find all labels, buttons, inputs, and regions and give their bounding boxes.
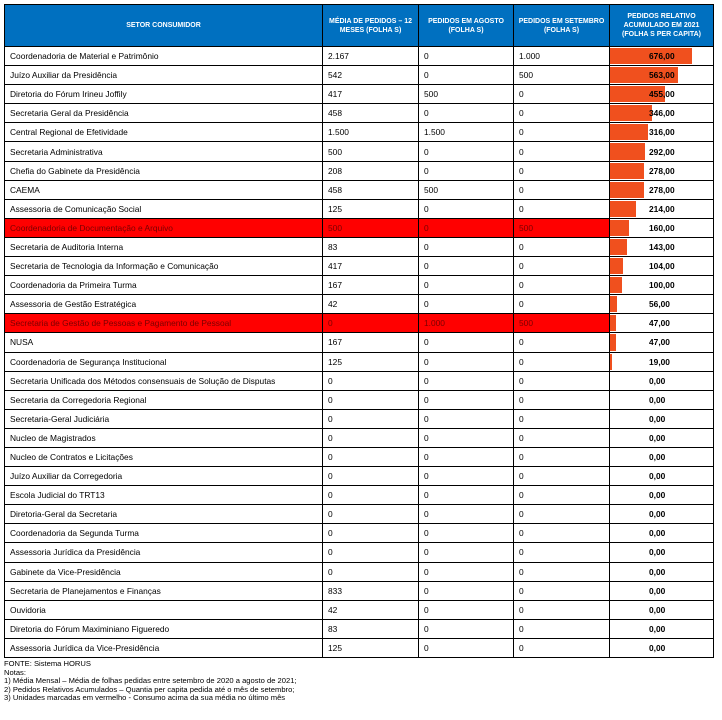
august-cell: 0 — [419, 104, 514, 123]
sector-cell: Nucleo de Magistrados — [5, 428, 323, 447]
table-row — [5, 352, 714, 371]
per-capita-value: 214,00 — [649, 203, 675, 214]
table-row — [5, 428, 714, 447]
august-cell: 500 — [419, 85, 514, 104]
note-item: 1) Média Mensal – Média de folhas pedidas entre setembro de 2020 a agosto de 2021; — [4, 676, 297, 686]
per-capita-cell — [610, 85, 714, 104]
august-cell: 0 — [419, 66, 514, 85]
per-capita-cell — [610, 505, 714, 524]
august-cell: 0 — [419, 333, 514, 352]
august-cell: 0 — [419, 619, 514, 638]
avg-cell: 167 — [323, 276, 419, 295]
table-row — [5, 314, 714, 333]
sector-cell: Assessoria de Comunicação Social — [5, 199, 323, 218]
per-capita-bar — [610, 334, 616, 350]
per-capita-value: 0,00 — [649, 623, 666, 634]
september-cell: 0 — [514, 390, 610, 409]
per-capita-bar — [610, 143, 645, 159]
sector-cell: Juízo Auxiliar da Presidência — [5, 66, 323, 85]
sector-cell: Secretaria de Gestão de Pessoas e Pagamento de Pessoal — [5, 314, 323, 333]
per-capita-cell — [610, 638, 714, 657]
sector-cell: Ouvidoria — [5, 600, 323, 619]
per-capita-value: 0,00 — [649, 394, 666, 405]
per-capita-cell — [610, 467, 714, 486]
table-row — [5, 66, 714, 85]
august-cell: 0 — [419, 600, 514, 619]
avg-cell: 500 — [323, 218, 419, 237]
avg-cell: 0 — [323, 562, 419, 581]
table-row — [5, 638, 714, 657]
avg-cell: 0 — [323, 314, 419, 333]
august-cell: 1.500 — [419, 123, 514, 142]
table-row — [5, 371, 714, 390]
sector-cell: Nucleo de Contratos e Licitações — [5, 447, 323, 466]
sector-cell: Coordenadoria de Segurança Institucional — [5, 352, 323, 371]
avg-cell: 417 — [323, 85, 419, 104]
per-capita-value: 0,00 — [649, 547, 666, 558]
consumption-table — [4, 4, 714, 658]
september-cell: 0 — [514, 543, 610, 562]
sector-cell: Coordenadoria de Material e Patrimônio — [5, 47, 323, 66]
per-capita-cell — [610, 218, 714, 237]
per-capita-cell — [610, 257, 714, 276]
table-row — [5, 390, 714, 409]
avg-cell: 833 — [323, 581, 419, 600]
table-row — [5, 581, 714, 600]
september-cell: 0 — [514, 180, 610, 199]
september-cell: 0 — [514, 237, 610, 256]
table-row — [5, 505, 714, 524]
per-capita-value: 0,00 — [649, 585, 666, 596]
avg-cell: 0 — [323, 467, 419, 486]
per-capita-value: 0,00 — [649, 432, 666, 443]
avg-cell: 1.500 — [323, 123, 419, 142]
table-body — [5, 47, 714, 658]
sector-cell: Juízo Auxiliar da Corregedoria — [5, 467, 323, 486]
table-row — [5, 237, 714, 256]
note-item: 2) Pedidos Relativos Acumulados – Quantia per capita pedida até o mês de setembro; — [4, 684, 295, 694]
table-row — [5, 276, 714, 295]
august-cell: 0 — [419, 218, 514, 237]
per-capita-cell — [610, 161, 714, 180]
sector-cell: Diretoria do Fórum Irineu Joffily — [5, 85, 323, 104]
avg-cell: 0 — [323, 524, 419, 543]
avg-cell: 458 — [323, 104, 419, 123]
avg-cell: 0 — [323, 505, 419, 524]
august-cell: 500 — [419, 180, 514, 199]
august-cell: 0 — [419, 486, 514, 505]
september-cell: 0 — [514, 333, 610, 352]
august-cell: 0 — [419, 562, 514, 581]
avg-cell: 208 — [323, 161, 419, 180]
per-capita-bar — [610, 182, 644, 198]
august-cell: 0 — [419, 237, 514, 256]
per-capita-value: 160,00 — [649, 222, 675, 233]
per-capita-cell — [610, 295, 714, 314]
september-cell: 0 — [514, 428, 610, 447]
september-cell: 500 — [514, 66, 610, 85]
september-cell: 0 — [514, 142, 610, 161]
september-cell: 0 — [514, 276, 610, 295]
table-row — [5, 409, 714, 428]
header-per-capita: PEDIDOS RELATIVO ACUMULADO EM 2021 (FOLHA S PER CAPITA) — [610, 5, 714, 47]
september-cell: 0 — [514, 352, 610, 371]
table-row — [5, 524, 714, 543]
sector-cell: Diretoria-Geral da Secretaria — [5, 505, 323, 524]
per-capita-cell — [610, 333, 714, 352]
august-cell: 0 — [419, 505, 514, 524]
table-header-row — [5, 5, 714, 47]
per-capita-value: 278,00 — [649, 184, 675, 195]
avg-cell: 125 — [323, 638, 419, 657]
table-row — [5, 161, 714, 180]
september-cell: 0 — [514, 104, 610, 123]
sector-cell: Secretaria Unificada dos Métodos consensuais de Solução de Disputas — [5, 371, 323, 390]
september-cell: 0 — [514, 257, 610, 276]
per-capita-bar — [610, 239, 627, 255]
sector-cell: Coordenadoria da Segunda Turma — [5, 524, 323, 543]
sector-cell: Secretaria Geral da Presidência — [5, 104, 323, 123]
per-capita-bar — [610, 201, 636, 217]
per-capita-value: 0,00 — [649, 471, 666, 482]
avg-cell: 417 — [323, 257, 419, 276]
per-capita-cell — [610, 390, 714, 409]
august-cell: 0 — [419, 467, 514, 486]
sector-cell: Secretaria Administrativa — [5, 142, 323, 161]
per-capita-cell — [610, 123, 714, 142]
avg-cell: 0 — [323, 409, 419, 428]
per-capita-value: 0,00 — [649, 642, 666, 653]
avg-cell: 0 — [323, 486, 419, 505]
september-cell: 0 — [514, 581, 610, 600]
september-cell: 0 — [514, 199, 610, 218]
august-cell: 0 — [419, 47, 514, 66]
header-avg: MÉDIA DE PEDIDOS – 12 MESES (FOLHA S) — [323, 5, 419, 47]
august-cell: 0 — [419, 409, 514, 428]
september-cell: 500 — [514, 314, 610, 333]
per-capita-bar — [610, 315, 616, 331]
sector-cell: Assessoria Jurídica da Presidência — [5, 543, 323, 562]
header-september: PEDIDOS EM SETEMBRO (FOLHA S) — [514, 5, 610, 47]
per-capita-cell — [610, 180, 714, 199]
per-capita-bar — [610, 296, 617, 312]
august-cell: 1.000 — [419, 314, 514, 333]
september-cell: 0 — [514, 85, 610, 104]
table-row — [5, 447, 714, 466]
sector-cell: Chefia do Gabinete da Presidência — [5, 161, 323, 180]
table-row — [5, 47, 714, 66]
per-capita-cell — [610, 276, 714, 295]
avg-cell: 83 — [323, 619, 419, 638]
per-capita-cell — [610, 314, 714, 333]
sector-cell: Central Regional de Efetividade — [5, 123, 323, 142]
sector-cell: Secretaria de Auditoria Interna — [5, 237, 323, 256]
per-capita-value: 0,00 — [649, 528, 666, 539]
september-cell: 0 — [514, 409, 610, 428]
avg-cell: 42 — [323, 295, 419, 314]
per-capita-value: 0,00 — [649, 509, 666, 520]
september-cell: 0 — [514, 619, 610, 638]
per-capita-cell — [610, 104, 714, 123]
avg-cell: 0 — [323, 543, 419, 562]
august-cell: 0 — [419, 543, 514, 562]
august-cell: 0 — [419, 257, 514, 276]
per-capita-value: 455,00 — [649, 89, 675, 100]
per-capita-bar — [610, 105, 652, 121]
september-cell: 0 — [514, 486, 610, 505]
august-cell: 0 — [419, 638, 514, 657]
avg-cell: 542 — [323, 66, 419, 85]
note-item: 3) Unidades marcadas em vermelho - Consumo acima da sua média no último mês — [4, 693, 286, 703]
avg-cell: 0 — [323, 390, 419, 409]
september-cell: 0 — [514, 638, 610, 657]
table-row — [5, 486, 714, 505]
september-cell: 1.000 — [514, 47, 610, 66]
per-capita-cell — [610, 199, 714, 218]
august-cell: 0 — [419, 581, 514, 600]
sector-cell: CAEMA — [5, 180, 323, 199]
per-capita-value: 19,00 — [649, 356, 670, 367]
table-row — [5, 180, 714, 199]
august-cell: 0 — [419, 199, 514, 218]
avg-cell: 83 — [323, 237, 419, 256]
avg-cell: 500 — [323, 142, 419, 161]
avg-cell: 0 — [323, 447, 419, 466]
august-cell: 0 — [419, 352, 514, 371]
table-row — [5, 619, 714, 638]
per-capita-value: 278,00 — [649, 165, 675, 176]
august-cell: 0 — [419, 161, 514, 180]
per-capita-bar — [610, 124, 648, 140]
table-row — [5, 257, 714, 276]
per-capita-cell — [610, 543, 714, 562]
per-capita-bar — [610, 163, 644, 179]
september-cell: 500 — [514, 218, 610, 237]
table-row — [5, 333, 714, 352]
sector-cell: NUSA — [5, 333, 323, 352]
august-cell: 0 — [419, 371, 514, 390]
notes-section — [4, 660, 713, 703]
august-cell: 0 — [419, 447, 514, 466]
per-capita-bar — [610, 354, 612, 370]
august-cell: 0 — [419, 524, 514, 543]
per-capita-value: 0,00 — [649, 413, 666, 424]
sector-cell: Secretaria da Corregedoria Regional — [5, 390, 323, 409]
table-row — [5, 543, 714, 562]
per-capita-value: 0,00 — [649, 490, 666, 501]
september-cell: 0 — [514, 295, 610, 314]
avg-cell: 2.167 — [323, 47, 419, 66]
september-cell: 0 — [514, 562, 610, 581]
header-sector: SETOR CONSUMIDOR — [5, 5, 323, 47]
table-row — [5, 199, 714, 218]
september-cell: 0 — [514, 467, 610, 486]
per-capita-value: 47,00 — [649, 318, 670, 329]
september-cell: 0 — [514, 123, 610, 142]
sector-cell: Gabinete da Vice-Presidência — [5, 562, 323, 581]
table-row — [5, 467, 714, 486]
source-note: FONTE: Sistema HORUS — [4, 659, 91, 668]
per-capita-value: 47,00 — [649, 337, 670, 348]
august-cell: 0 — [419, 390, 514, 409]
per-capita-value: 292,00 — [649, 146, 675, 157]
per-capita-value: 0,00 — [649, 375, 666, 386]
per-capita-value: 346,00 — [649, 108, 675, 119]
per-capita-cell — [610, 352, 714, 371]
table-row — [5, 104, 714, 123]
per-capita-cell — [610, 581, 714, 600]
per-capita-cell — [610, 524, 714, 543]
per-capita-cell — [610, 600, 714, 619]
september-cell: 0 — [514, 524, 610, 543]
august-cell: 0 — [419, 295, 514, 314]
table-row — [5, 218, 714, 237]
per-capita-cell — [610, 447, 714, 466]
header-august: PEDIDOS EM AGOSTO (FOLHA S) — [419, 5, 514, 47]
september-cell: 0 — [514, 505, 610, 524]
per-capita-cell — [610, 562, 714, 581]
avg-cell: 0 — [323, 428, 419, 447]
per-capita-cell — [610, 486, 714, 505]
avg-cell: 42 — [323, 600, 419, 619]
per-capita-value: 100,00 — [649, 280, 675, 291]
august-cell: 0 — [419, 142, 514, 161]
table-row — [5, 600, 714, 619]
sector-cell: Assessoria Jurídica da Vice-Presidência — [5, 638, 323, 657]
notes-title: Notas: — [4, 667, 26, 677]
per-capita-cell — [610, 371, 714, 390]
table-row — [5, 142, 714, 161]
sector-cell: Assessoria de Gestão Estratégica — [5, 295, 323, 314]
september-cell: 0 — [514, 161, 610, 180]
table-row — [5, 562, 714, 581]
per-capita-cell — [610, 619, 714, 638]
august-cell: 0 — [419, 428, 514, 447]
per-capita-bar — [610, 258, 623, 274]
per-capita-value: 563,00 — [649, 70, 675, 81]
per-capita-bar — [610, 277, 622, 293]
sector-cell: Secretaria de Planejamentos e Finanças — [5, 581, 323, 600]
per-capita-bar — [610, 220, 629, 236]
per-capita-value: 316,00 — [649, 127, 675, 138]
avg-cell: 125 — [323, 352, 419, 371]
per-capita-cell — [610, 66, 714, 85]
table-row — [5, 85, 714, 104]
table-row — [5, 123, 714, 142]
avg-cell: 125 — [323, 199, 419, 218]
per-capita-value: 0,00 — [649, 452, 666, 463]
august-cell: 0 — [419, 276, 514, 295]
per-capita-value: 104,00 — [649, 261, 675, 272]
per-capita-cell — [610, 47, 714, 66]
per-capita-value: 676,00 — [649, 51, 675, 62]
per-capita-cell — [610, 428, 714, 447]
september-cell: 0 — [514, 600, 610, 619]
per-capita-value: 0,00 — [649, 566, 666, 577]
september-cell: 0 — [514, 447, 610, 466]
per-capita-value: 143,00 — [649, 241, 675, 252]
per-capita-cell — [610, 237, 714, 256]
table-row — [5, 295, 714, 314]
per-capita-value: 56,00 — [649, 299, 670, 310]
per-capita-cell — [610, 409, 714, 428]
sector-cell: Escola Judicial do TRT13 — [5, 486, 323, 505]
sector-cell: Coordenadoria de Documentação e Arquivo — [5, 218, 323, 237]
avg-cell: 0 — [323, 371, 419, 390]
september-cell: 0 — [514, 371, 610, 390]
sector-cell: Diretoria do Fórum Maximiniano Figueredo — [5, 619, 323, 638]
per-capita-cell — [610, 142, 714, 161]
avg-cell: 167 — [323, 333, 419, 352]
sector-cell: Secretaria-Geral Judiciária — [5, 409, 323, 428]
report-table-wrapper — [4, 4, 713, 658]
per-capita-value: 0,00 — [649, 604, 666, 615]
sector-cell: Coordenadoria da Primeira Turma — [5, 276, 323, 295]
avg-cell: 458 — [323, 180, 419, 199]
sector-cell: Secretaria de Tecnologia da Informação e Comunicação — [5, 257, 323, 276]
